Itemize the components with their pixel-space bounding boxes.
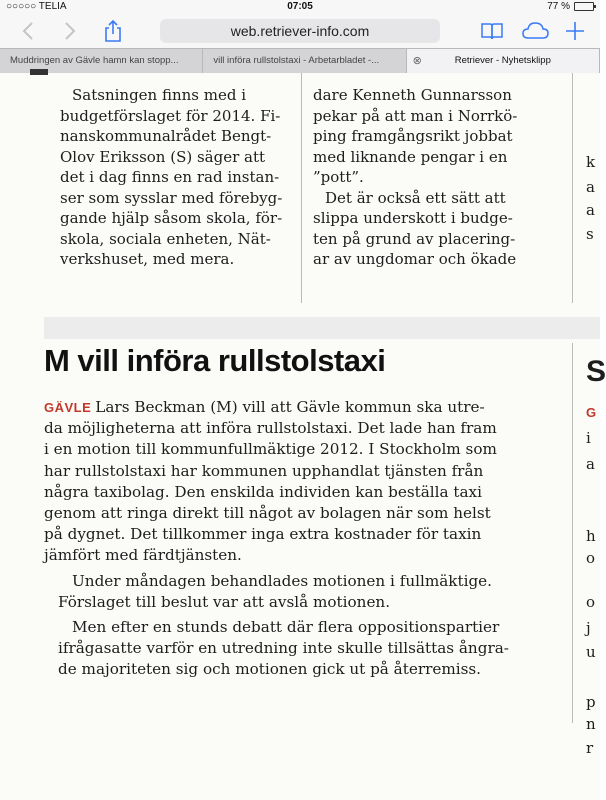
paragraph	[44, 397, 562, 567]
text-line: pekar på att man i Norrkö-	[313, 106, 518, 125]
paragraph	[44, 617, 562, 681]
clipped-letter: S	[586, 355, 606, 388]
text-line: ar av ungdomar och ökade	[313, 250, 517, 268]
clipped-letter: j	[586, 619, 591, 637]
tab-bar	[0, 48, 600, 74]
section-separator	[44, 317, 600, 339]
bookmarks-button[interactable]	[478, 14, 506, 48]
text-line: några taxibolag. Den enskilda individen kan beställa taxi	[44, 482, 482, 501]
article-body	[44, 397, 562, 681]
share-button[interactable]	[100, 14, 126, 48]
book-icon	[480, 21, 504, 41]
text-line: i en motion till kommunfullmäktige 2012. I Stockholm som	[44, 440, 497, 459]
clipped-letter: p	[586, 693, 596, 711]
text-line: Men efter en stunds debatt där flera oppositionspartier	[72, 618, 500, 637]
browser-toolbar	[0, 14, 600, 48]
clipped-letter: k	[586, 153, 596, 171]
clipped-letter: u	[586, 643, 596, 661]
text-line: verkshuset, med mera.	[60, 250, 235, 268]
text-line: Satsningen finns med i	[72, 86, 247, 104]
tab-label: vill införa rullstolstaxi - Arbetarbladet -...	[213, 55, 380, 66]
article-headline: M vill införa rullstolstaxi	[44, 343, 386, 378]
text-line: har rullstolstaxi har kommunen upphandlat tjänsten från	[44, 461, 484, 480]
clipped-letter: G	[586, 405, 597, 420]
clipped-letter: a	[586, 201, 595, 219]
clipped-letter: a	[586, 178, 595, 196]
text-line: ”pott”.	[313, 168, 364, 186]
plus-icon	[565, 21, 585, 41]
clock: 07:05	[287, 1, 313, 12]
text-line: Förslaget till beslut var att avslå motionen.	[58, 592, 391, 611]
text-line: ifrågasatte varför en utredning inte skulle tillsättas ångra-	[58, 639, 509, 658]
tab-label: Muddringen av Gävle hamn kan stopp...	[10, 55, 179, 66]
article-page[interactable]	[0, 73, 606, 800]
carrier-label: ○○○○○ TELIA	[6, 1, 67, 12]
text-line: det i dag finns en rad instan-	[60, 168, 280, 186]
tab-label: Retriever - Nyhetsklipp	[454, 55, 551, 66]
cloud-icon	[521, 21, 549, 41]
text-span: Lars Beckman (M) vill att Gävle kommun ska utre-	[95, 398, 485, 416]
status-bar	[0, 0, 600, 14]
clipped-letter: a	[586, 455, 595, 473]
close-tab-icon[interactable]: ⊗	[412, 55, 422, 67]
text-line: slippa underskott i budge-	[313, 209, 513, 227]
column-divider	[301, 73, 302, 303]
text-line: jämfört med färdtjänsten.	[44, 546, 242, 565]
clipped-letter: n	[586, 715, 596, 733]
text-line: ten på grund av placering-	[313, 229, 516, 248]
column-divider	[572, 343, 573, 723]
text-line: nanskommunalrådet Bengt-	[60, 127, 272, 145]
forward-button[interactable]	[60, 14, 80, 48]
address-bar[interactable]: web.retriever-info.com	[160, 19, 440, 43]
clipped-letter: i	[586, 429, 591, 447]
clipped-text-fragment	[30, 69, 48, 75]
text-line: genom att ringa direkt till något av bolagen när som helst	[44, 504, 491, 523]
text-line: på dygnet. Det tillkommer inga extra kostnader för taxin	[44, 525, 482, 544]
text-line: skola, sociala enheten, Nät-	[60, 229, 271, 248]
text-line: dare Kenneth Gunnarsson	[313, 86, 512, 104]
tab-retriever[interactable]	[407, 49, 600, 73]
cloud-tabs-button[interactable]	[520, 14, 550, 48]
back-button[interactable]	[18, 14, 38, 48]
clipped-letter: h	[586, 527, 596, 545]
chevron-right-icon	[64, 21, 76, 41]
text-line: da möjligheterna att införa rullstolstaxi. Det lade han fram	[44, 419, 497, 438]
clipped-letter: o	[586, 593, 596, 611]
battery-indicator	[547, 1, 594, 12]
clipped-letter: s	[586, 225, 594, 243]
clipped-letter: r	[586, 739, 594, 757]
text-line	[44, 397, 562, 418]
text-line: Det är också ett sätt att	[325, 188, 506, 207]
chevron-left-icon	[22, 21, 34, 41]
text-line: Under måndagen behandlades motionen i fullmäktige.	[72, 571, 492, 590]
article-column-right	[313, 85, 558, 270]
paragraph	[44, 571, 562, 613]
tab-rullstolstaxi[interactable]	[203, 49, 406, 73]
text-line: ser som sysslar med förebyg-	[60, 188, 283, 207]
text-line: med liknande pengar i en	[313, 147, 508, 166]
clipped-letter: o	[586, 549, 596, 567]
battery-icon	[574, 2, 594, 11]
text-line: budgetförslaget för 2014. Fi-	[60, 106, 281, 125]
dateline-location: GÄVLE	[44, 400, 92, 415]
text-line: Olov Eriksson (S) säger att	[60, 147, 266, 166]
text-line: gande hjälp såsom skola, för-	[60, 209, 283, 227]
battery-percent: 77 %	[547, 1, 570, 12]
new-tab-button[interactable]	[562, 14, 588, 48]
column-divider	[572, 73, 573, 303]
text-line: de majoriteten sig och motionen gick ut på återremiss.	[58, 660, 482, 679]
text-line: ping framgångsrikt jobbat	[313, 127, 513, 145]
share-icon	[104, 19, 122, 43]
article-column-left	[60, 85, 292, 270]
